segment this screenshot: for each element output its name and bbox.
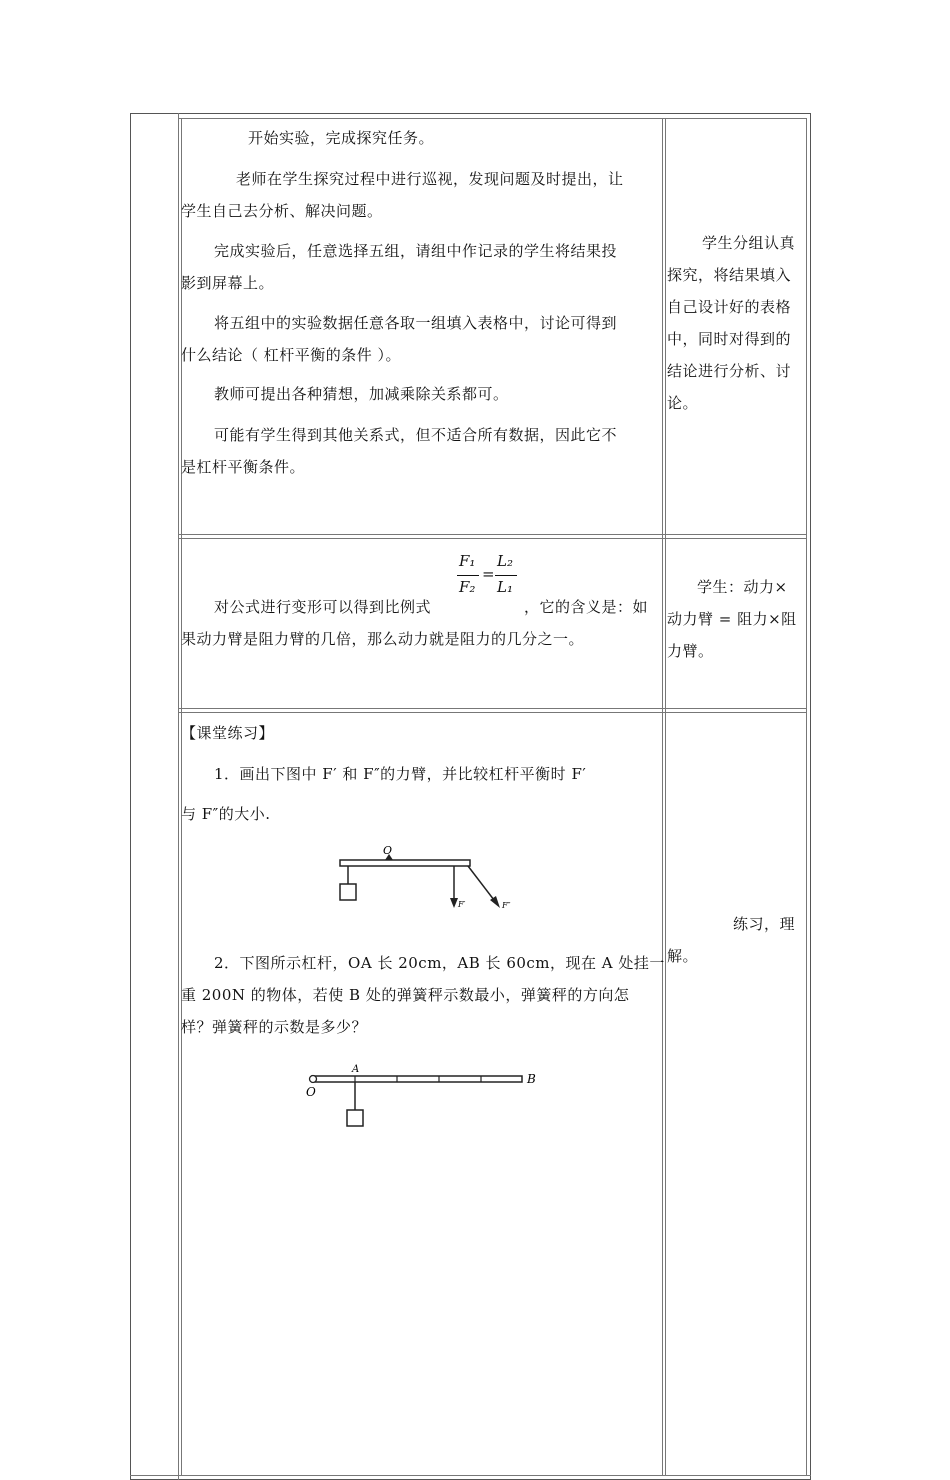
- s1-line: 可能有学生得到其他关系式，但不适合所有数据，因此它不: [214, 426, 618, 444]
- column-divider-mid: [662, 118, 663, 1475]
- exercise-heading: 【课堂练习】: [181, 724, 275, 742]
- s3-right-line: 练习，理: [733, 915, 796, 933]
- s1-line: 是杠杆平衡条件。: [181, 458, 306, 476]
- formula-f2: F₂: [459, 578, 476, 596]
- s1-line: 学生自己去分析、解决问题。: [181, 202, 383, 220]
- row-divider-2: [178, 708, 807, 709]
- weight-block: [340, 884, 356, 900]
- row-divider-1b: [178, 538, 807, 539]
- lever-bar-2: [312, 1076, 522, 1082]
- s1-right-line: 学生分组认真: [702, 234, 796, 252]
- arrowhead-f1-icon: [450, 898, 458, 908]
- formula-equals: =: [482, 565, 495, 583]
- row-divider-1: [178, 534, 807, 535]
- lever-bar-1: [340, 860, 470, 866]
- row-top-line: [178, 118, 807, 119]
- s2-line-a: 对公式进行变形可以得到比例式: [214, 598, 432, 616]
- formula-bar-left: [457, 575, 479, 576]
- s1-line: 老师在学生探究过程中进行巡视，发现问题及时提出，让: [236, 170, 624, 188]
- s2-right-line: 力臂。: [667, 642, 714, 660]
- s1-right-line: 自己设计好的表格: [667, 298, 792, 316]
- s1-line: 影到屏幕上。: [181, 274, 275, 292]
- q2-line: 重 200N 的物体，若使 B 处的弹簧秤示数最小，弹簧秤的方向怎: [181, 986, 630, 1004]
- s3-right-line: 解。: [667, 947, 699, 965]
- weight-block-2: [347, 1110, 363, 1126]
- s1-line: 完成实验后，任意选择五组，请组中作记录的学生将结果投: [214, 242, 618, 260]
- s1-right-line: 探究，将结果填入: [667, 266, 792, 284]
- label-o2: O: [306, 1085, 316, 1099]
- formula-bar-right: [495, 575, 517, 576]
- label-o: O: [383, 844, 393, 857]
- label-b: B: [527, 1072, 536, 1086]
- s1-right-line: 结论进行分析、讨: [667, 362, 792, 380]
- q1-line: 1．画出下图中 F′ 和 F″的力臂，并比较杠杆平衡时 F′: [214, 765, 587, 783]
- s2-line-b: ，它的含义是：如: [524, 598, 649, 616]
- q2-line: 2．下图所示杠杆，OA 长 20cm，AB 长 60cm，现在 A 处挂一: [214, 954, 665, 972]
- s1-right-line: 论。: [667, 394, 699, 412]
- column-divider-left: [178, 113, 179, 1480]
- lever-figure-1: [330, 842, 530, 917]
- column-divider-right: [806, 118, 807, 1475]
- s1-line: 什么结论（ 杠杆平衡的条件 ）。: [181, 346, 402, 364]
- column-divider-left-inner: [181, 118, 182, 1475]
- proportion-formula: [457, 552, 521, 606]
- pivot-icon: [310, 1076, 317, 1083]
- s2-right-line: 动力臂 = 阻力×阻: [667, 610, 797, 628]
- row-bottom-line: [130, 1475, 811, 1476]
- label-a: A: [352, 1064, 360, 1075]
- s1-line: 开始实验，完成探究任务。: [248, 129, 435, 147]
- s2-line: 果动力臂是阻力臂的几倍，那么动力就是阻力的几分之一。: [181, 630, 585, 648]
- formula-f1: F₁: [459, 552, 476, 570]
- s2-right-line: 学生：动力×: [697, 578, 788, 596]
- column-divider-mid-inner: [665, 118, 666, 1475]
- q1-line: 与 F″的大小.: [181, 805, 271, 823]
- s1-line: 教师可提出各种猜想，加减乘除关系都可。: [214, 385, 509, 403]
- label-f2: F″: [502, 901, 511, 910]
- row-divider-2b: [178, 712, 807, 713]
- s1-right-line: 中，同时对得到的: [667, 330, 792, 348]
- label-f1: F′: [458, 900, 466, 909]
- lever-figure-2: [300, 1062, 550, 1152]
- s1-line: 将五组中的实验数据任意各取一组填入表格中，讨论可得到: [214, 314, 618, 332]
- force-f2-arrow: [468, 866, 494, 900]
- q2-line: 样？弹簧秤的示数是多少？: [181, 1018, 368, 1036]
- formula-l1: L₁: [497, 578, 513, 596]
- formula-l2: L₂: [497, 552, 513, 570]
